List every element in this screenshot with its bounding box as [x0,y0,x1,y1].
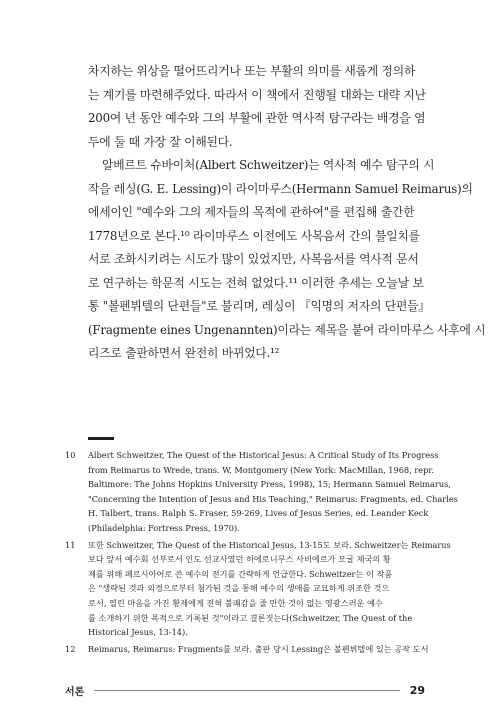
body-line: 는 계기를 마련해주었다. 따라서 이 책에서 진행될 대화는 대략 지난 [88,87,426,102]
body-line: 1778년으로 본다.¹⁰ 라이마루스 이전에도 사복음서 간의 불일치를 [88,228,420,243]
body-line: 두에 둘 때 가장 잘 이해된다. [88,134,233,149]
footnote-line: (Philadelphia: Fortress Press, 1970). [88,522,240,533]
body-line: 차지하는 위상을 떨어뜨리거나 또는 부활의 의미를 새롭게 정의하 [88,64,416,78]
page-number: 29 [409,683,425,697]
footnote-line: Reimarus, Reimarus: Fragments를 보라. 출판 당시 Lessing은 볼펜뷔텔에 있는 공작 도서 [88,643,429,654]
footnote-line: Historical Jesus, 13-14). [88,627,188,638]
footnote [65,448,458,536]
footnote-number: 12 [65,643,76,654]
body-line: 200여 년 동안 예수와 그의 부활에 관한 역사적 탐구라는 배경을 염 [88,111,426,125]
footnote-line: 제를 위해 페르시아어로 쓴 예수의 전기를 간략하게 언급한다. Schweitzer는 이 작품 [88,568,393,579]
footnote-line: H. Talbert, trans. Ralph S. Fraser, 59-269, Lives of Jesus Series, ed. Leander Keck [88,508,429,519]
footnote-line: Baltimore: The Johns Hopkins University Press, 1998), 15; Hermann Samuel Reimarus, [88,479,451,490]
body-line: (Fragmente eines Ungenannten)이라는 제목을 붙여 라이마루스 사후에 시 [88,322,486,337]
body-text [88,60,486,366]
footnote-line: "Concerning the Intention of Jesus and His Teaching," Reimarus: Fragments, ed. Charles [88,493,458,504]
footnote-line: from Reimarus to Wrede, trans. W. Montgomery (New York: MacMillan, 1968, repr. [88,464,434,475]
footnote-line: 보다 앞서 예수회 선부로서 인도 선교사였던 히에로니무스 사비에르가 모굴 제국의 황 [88,554,391,565]
footnotes [65,448,458,658]
footnote-line: 은 "생략된 것과 외경으로부터 첨가된 것을 통해 예수의 생애를 교묘하게 위조한 것으 [88,583,390,594]
body-line: 서로 조화시키려는 시도가 많이 있었지만, 사복음서를 역사적 문서 [88,252,419,266]
footnote [65,642,429,657]
body-line: 알베르트 슈바이처(Albert Schweitzer)는 역사적 예수 탐구의 시 [102,158,435,172]
footnote-number: 11 [65,539,76,550]
footnote-line: Albert Schweitzer, The Quest of the Historical Jesus: A Critical Study of Its Progress [88,450,439,460]
page-footer [65,682,425,698]
footnote-line: 또한 Schweitzer, The Quest of the Historical Jesus, 13-15도 보라. Schweitzer는 Reimarus [88,539,451,550]
body-line: 리즈로 출판하면서 완전히 바뀌었다.¹² [88,346,280,360]
footnote [65,538,451,640]
footnote-line: 로서, 열린 마음을 가진 황제에게 전혀 불쾌감을 줄 만한 것이 없는 영광스러운 예수 [88,597,383,608]
footer-rule [94,690,399,691]
body-line: 작을 레싱(G. E. Lessing)이 라이마루스(Hermann Samuel Reimarus)의 [88,181,473,196]
footnote-line: 를 소개하기 위한 목적으로 기록된 것"이라고 결론짓는다(Schweitzer, The Quest of the [88,612,413,623]
section-label: 서론 [65,686,85,698]
footnote-number: 10 [65,450,76,460]
footnote-divider [88,437,114,440]
body-line: 로 연구하는 학문적 시도는 전혀 없었다.¹¹ 이러한 추세는 오늘날 보 [88,275,424,290]
body-line: 통 "볼펜뷔텔의 단편들"로 불리며, 레싱이 『익명의 저자의 단편들』 [88,299,430,313]
body-line: 에세이인 "예수와 그의 제자들의 목적에 관하여"를 편집해 출간한 [88,205,415,219]
